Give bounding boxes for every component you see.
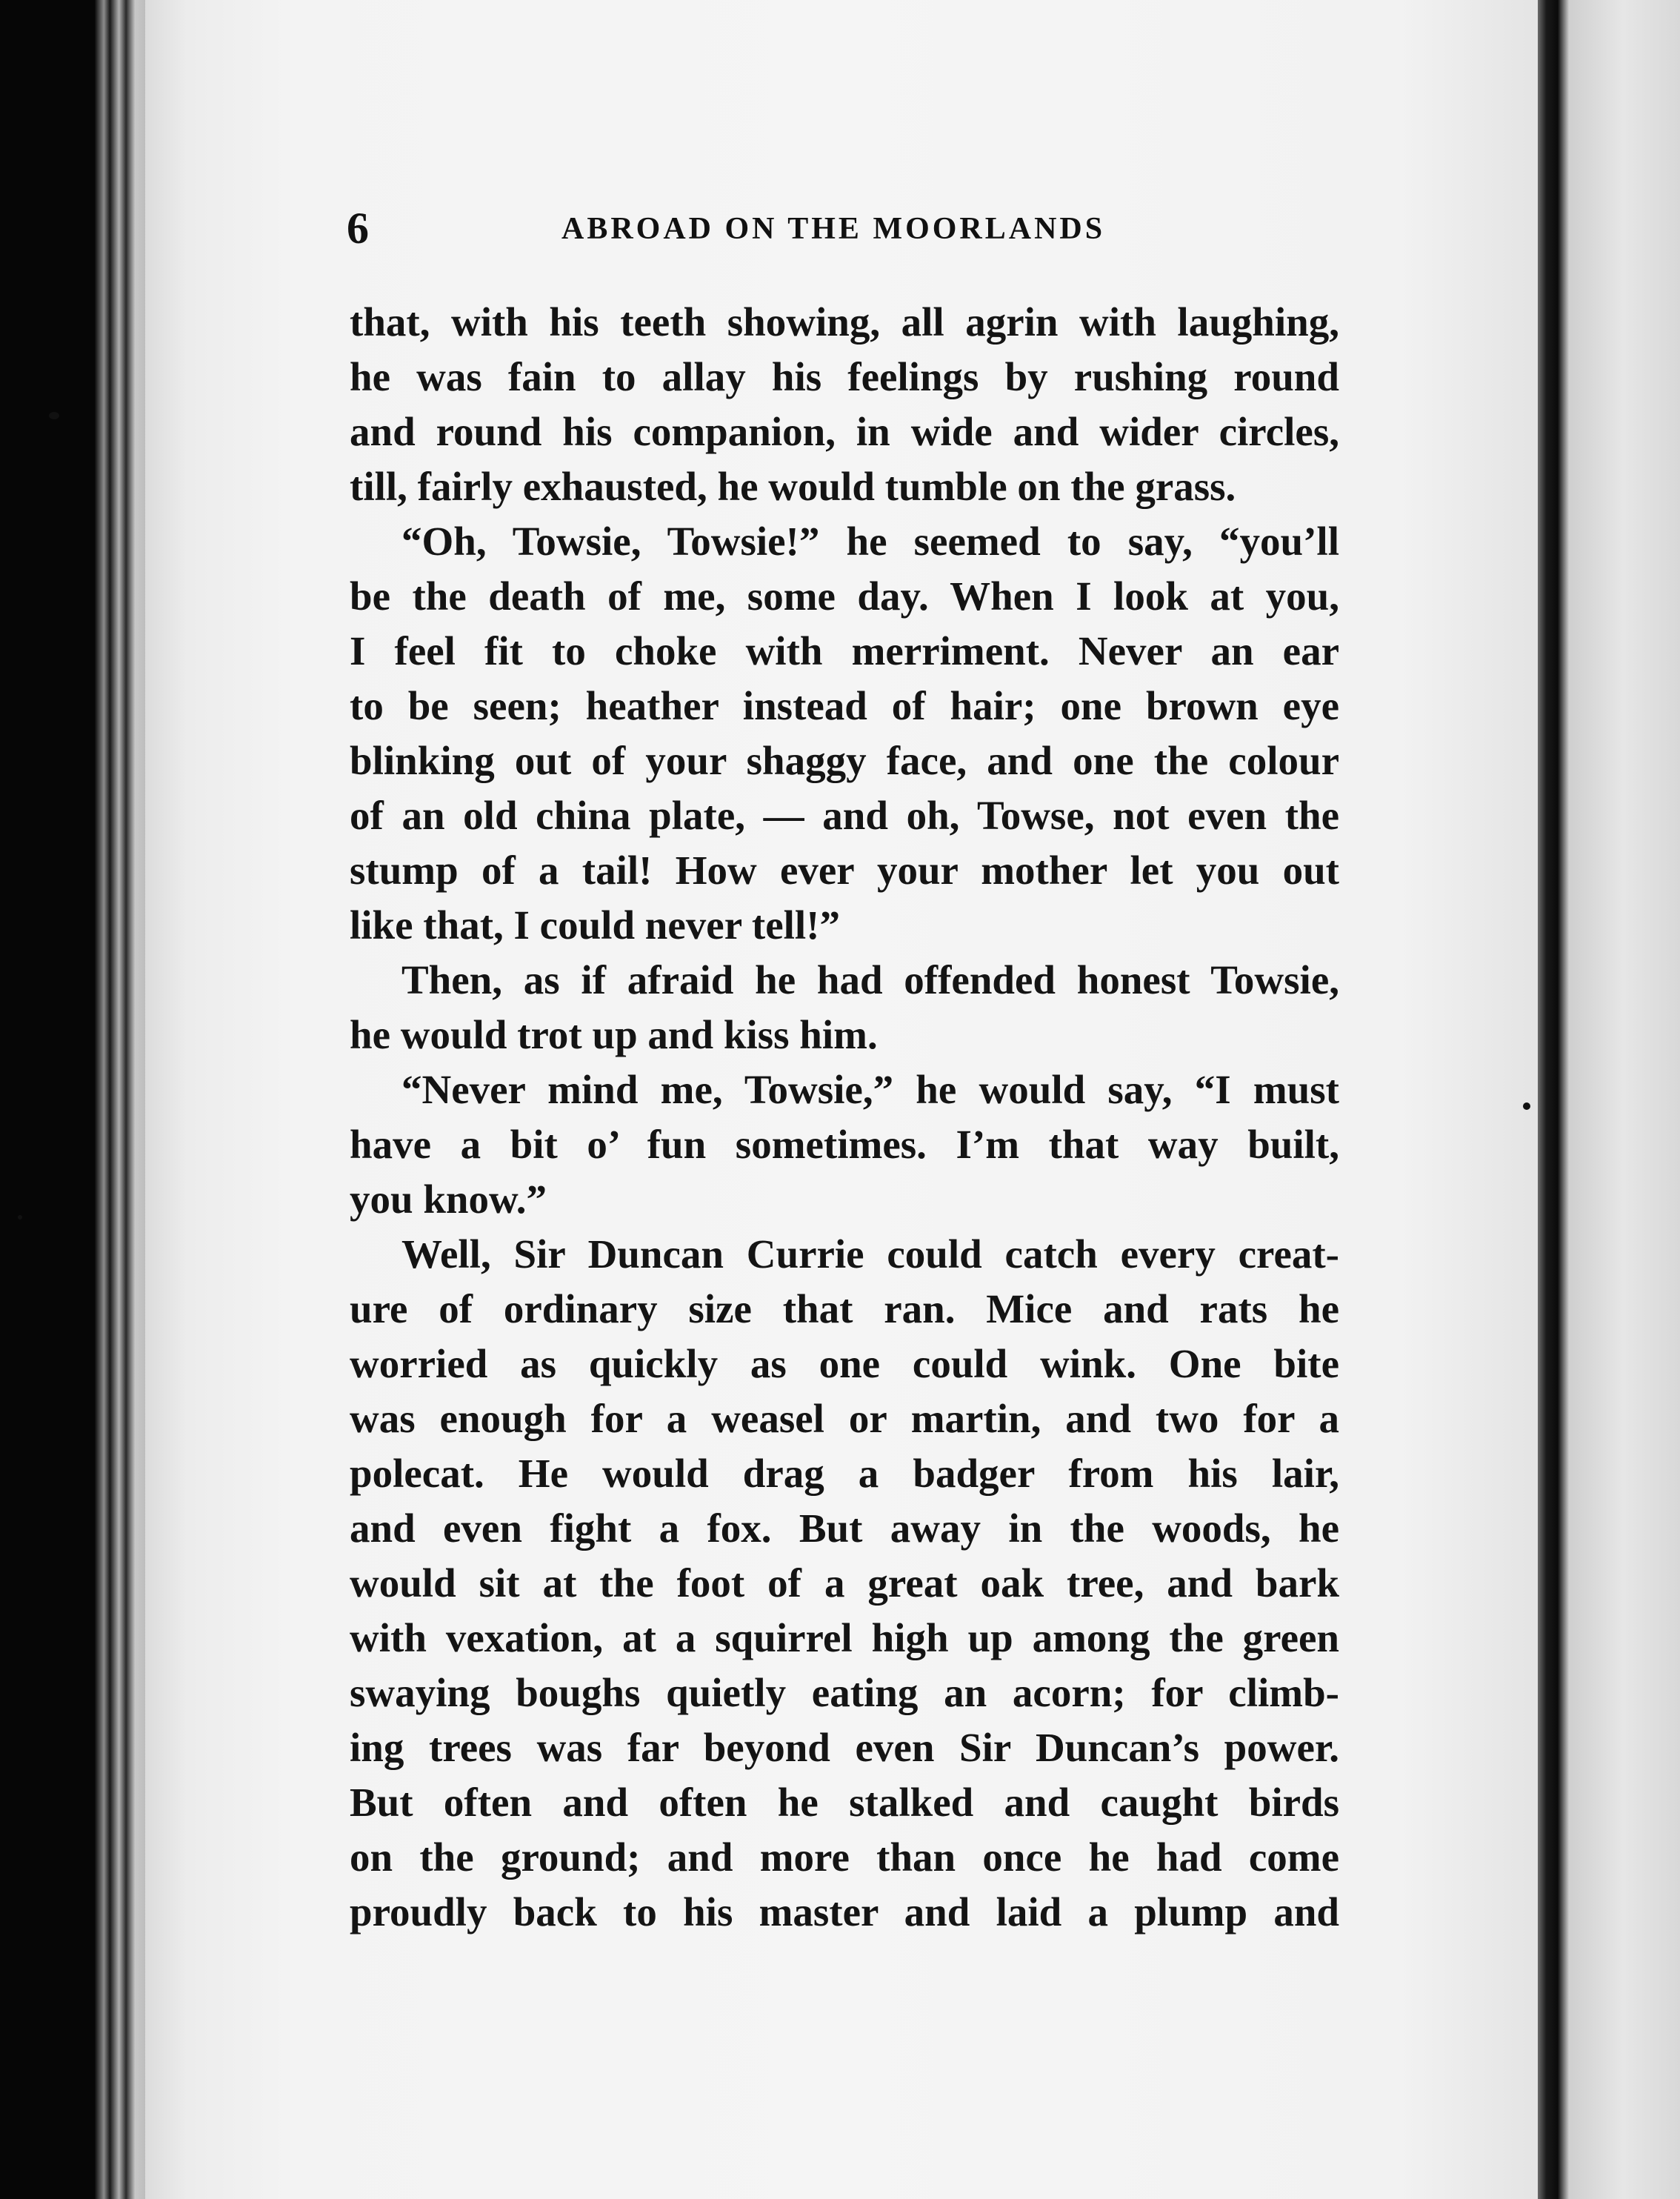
text-line: would sit at the foot of a great oak tree, and bark bbox=[350, 1560, 1339, 1606]
text-line: But often and often he stalked and caught birds bbox=[350, 1780, 1339, 1825]
text-line: was enough for a weasel or martin, and two for a bbox=[350, 1396, 1339, 1441]
ink-speck bbox=[1523, 1102, 1530, 1110]
text-line: that, with his teeth showing, all agrin with laughing, bbox=[350, 299, 1339, 345]
text-line: and even fight a fox. But away in the woods, he bbox=[350, 1506, 1339, 1551]
text-line: blinking out of your shaggy face, and one the colour bbox=[350, 738, 1339, 783]
text-line: Then, as if afraid he had offended honest Towsie, bbox=[401, 957, 1339, 1002]
text-line: polecat. He would drag a badger from his lair, bbox=[350, 1451, 1339, 1496]
body-text bbox=[350, 295, 1339, 1940]
ink-speck bbox=[49, 412, 59, 419]
page-header bbox=[347, 199, 1339, 258]
text-line: like that, I could never tell!” bbox=[350, 902, 840, 948]
text-line: of an old china plate, — and oh, Towse, not even the bbox=[350, 793, 1339, 838]
text-line: he would trot up and kiss him. bbox=[350, 1012, 878, 1057]
text-line: you know.” bbox=[350, 1177, 547, 1222]
text-line: “Never mind me, Towsie,” he would say, “I must bbox=[401, 1067, 1339, 1112]
book-spine-edge bbox=[95, 0, 145, 2199]
text-line: be the death of me, some day. When I look at you, bbox=[350, 573, 1339, 619]
text-line: swaying boughs quietly eating an acorn; for climb- bbox=[350, 1670, 1339, 1715]
text-line: to be seen; heather instead of hair; one brown eye bbox=[350, 683, 1339, 728]
page-number: 6 bbox=[347, 204, 369, 253]
text-line: “Oh, Towsie, Towsie!” he seemed to say, “you’ll bbox=[401, 519, 1339, 564]
text-line: I feel fit to choke with merriment. Never an ear bbox=[350, 628, 1339, 673]
ink-speck bbox=[18, 1215, 22, 1220]
text-line: have a bit o’ fun sometimes. I’m that way built, bbox=[350, 1122, 1339, 1167]
text-line: worried as quickly as one could wink. One bite bbox=[350, 1341, 1339, 1386]
text-line: till, fairly exhausted, he would tumble on the grass. bbox=[350, 464, 1236, 509]
text-line: stump of a tail! How ever your mother let you out bbox=[350, 848, 1339, 893]
text-line: on the ground; and more than once he had come bbox=[350, 1834, 1339, 1880]
text-line: and round his companion, in wide and wider circles, bbox=[350, 409, 1339, 454]
page-fore-edge bbox=[1538, 0, 1680, 2199]
text-line: proudly back to his master and laid a plump and bbox=[350, 1889, 1339, 1934]
text-line: he was fain to allay his feelings by rushing round bbox=[350, 354, 1339, 399]
text-line: ing trees was far beyond even Sir Duncan’s power. bbox=[350, 1725, 1339, 1770]
running-title: ABROAD ON THE MOORLANDS bbox=[561, 212, 1106, 246]
text-line: ure of ordinary size that ran. Mice and rats he bbox=[350, 1286, 1339, 1331]
text-line: with vexation, at a squirrel high up among the green bbox=[350, 1615, 1339, 1660]
text-line: Well, Sir Duncan Currie could catch every creat- bbox=[401, 1231, 1339, 1277]
